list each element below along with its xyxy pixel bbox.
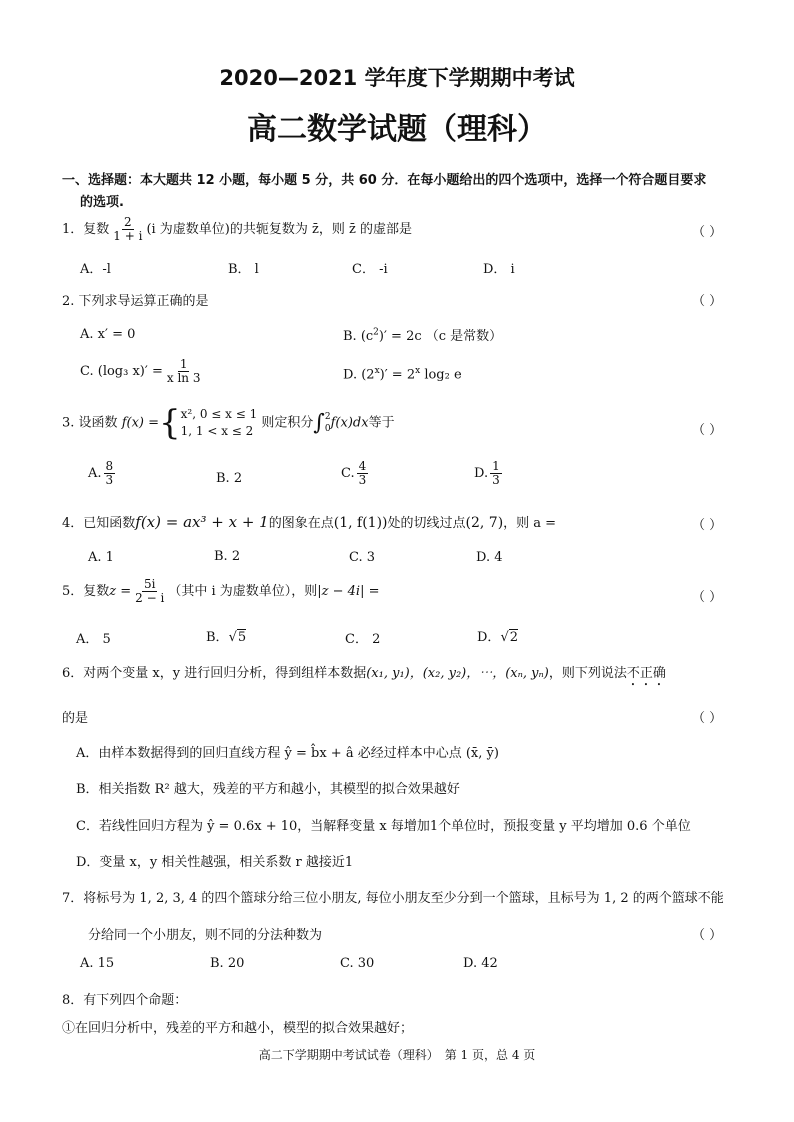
- q4-function: f(x) = ax³ + x + 1: [135, 513, 269, 531]
- q3-option-b: B. 2: [216, 471, 243, 486]
- q1-option-c: C． -i: [352, 262, 388, 277]
- q3-c-den: 3: [358, 473, 367, 487]
- q5-option-b: B．√5: [206, 630, 247, 645]
- q1-frac-num: 2: [124, 215, 132, 229]
- q3-case1: x², 0 ≤ x ≤ 1: [180, 407, 258, 421]
- q3-mid: 则定积分: [261, 415, 314, 431]
- q2-d-sup: x: [374, 366, 380, 376]
- q3-integrand: f(x)dx: [330, 415, 369, 431]
- q1-fraction: [111, 216, 144, 243]
- q4-option-b: B. 2: [214, 549, 241, 564]
- q2-c-pre: C. (log₃ x)′ =: [80, 364, 163, 379]
- q6-option-a: A．由样本数据得到的回归直线方程 ŷ = b̂x + â 必经过样本中心点 (x̄, ȳ): [76, 746, 499, 761]
- q7-option-b: B. 20: [210, 956, 245, 971]
- q4-option-d: D. 4: [476, 550, 503, 565]
- q2-c-num: 1: [179, 357, 188, 371]
- q2-d-tail: log₂ e: [420, 367, 462, 383]
- q3-cases: [181, 406, 258, 440]
- q6-option-d: D．变量 x，y 相关性越强，相关系数 r 越接近1: [76, 855, 354, 870]
- q3-option-a: [88, 460, 117, 487]
- q3-int-top: 2: [324, 412, 331, 422]
- q5-num: 5i: [143, 577, 156, 591]
- q6-option-b: B．相关指数 R² 越大，残差的平方和越小，其模型的拟合效果越好: [76, 782, 460, 797]
- q8-item1: ①在回归分析中，残差的平方和越小，模型的拟合效果越好；: [62, 1021, 414, 1036]
- q5-option-c: C． 2: [345, 632, 381, 647]
- q3-case2: 1, 1 < x ≤ 2: [180, 424, 254, 438]
- q7-stem-cont: 分给同一个小朋友，则不同的分法种数为: [88, 928, 323, 943]
- q1-frac-den: 1 + i: [113, 229, 143, 243]
- q6-stem: [62, 662, 666, 689]
- q3-a-den: 3: [105, 473, 114, 487]
- q3-post: 等于: [368, 415, 395, 431]
- section1-title-cont: 的选项.: [80, 195, 124, 210]
- q1-post: (i 为虚数单位)的共轭复数为 z̄，则 z̄ 的虚部是: [146, 222, 412, 237]
- q2-d-pre: D. (2: [343, 367, 375, 383]
- q2-c-fraction: [165, 358, 203, 385]
- q5-option-a: A． 5: [76, 632, 111, 647]
- q3-option-d: [474, 460, 504, 487]
- q3-brace: {: [159, 403, 181, 443]
- q2-c-den: x ln 3: [166, 371, 201, 385]
- q4-option-a: A. 1: [88, 550, 114, 565]
- section1-title: 一、选择题：本大题共 12 小题，每小题 5 分，共 60 分．在每小题给出的四个选项中，选择一个符合题目要求: [62, 173, 707, 188]
- exam-title-line2: 高二数学试题（理科）: [247, 112, 547, 147]
- q3-answer-paren: （ ）: [692, 423, 723, 438]
- q7-option-a: A. 15: [80, 956, 115, 971]
- q3-d-den: 3: [492, 473, 500, 487]
- q5-pre: 5．复数: [62, 584, 110, 599]
- q3-c-frac: [357, 460, 369, 487]
- q6-pre: 6．对两个变量 x，y 进行回归分析，得到组样本数据: [62, 666, 367, 681]
- q6-option-c: C．若线性回归方程为 ŷ = 0.6x + 10，当解释变量 x 每增加1个单位时，预报变量 y 平均增加 0.6 个单位: [76, 819, 691, 834]
- q3-int-bot: 0: [324, 424, 331, 434]
- q3-integral-sign: ∫: [313, 410, 325, 436]
- q6-stem-cont: 的是: [62, 711, 89, 726]
- q2-d-sup2: x: [415, 366, 421, 376]
- q1-option-b: B． l: [228, 262, 259, 277]
- q1-stem: [62, 216, 412, 243]
- q3-d-frac: [490, 460, 502, 487]
- q7-answer-paren: （ ）: [692, 928, 723, 943]
- q3-fx: f(x) =: [121, 415, 159, 431]
- q7-option-d: D. 42: [463, 956, 498, 971]
- q7-stem: 7．将标号为 1, 2, 3, 4 的四个篮球分给三位小朋友, 每位小朋友至少分到一个篮球，且标号为 1, 2 的两个篮球不能: [62, 891, 724, 906]
- q2-answer-paren: （ ）: [692, 294, 723, 309]
- q8-stem: 8．有下列四个命题：: [62, 993, 188, 1008]
- q3-stem: [62, 403, 395, 443]
- q7-option-c: C. 30: [340, 956, 375, 971]
- q1-pre: 1．复数: [62, 222, 110, 237]
- q3-c-label: C.: [341, 466, 355, 481]
- page-footer: 高二下学期期中考试试卷（理科） 第 1 页，总 4 页: [258, 1048, 536, 1062]
- q5-option-d: D．√2: [477, 630, 519, 645]
- q4-mid: 的图象在点: [268, 516, 334, 531]
- q6-samples: (x₁, y₁)，(x₂, y₂)，⋯，(xₙ, yₙ): [366, 666, 549, 681]
- q3-a-label: A.: [88, 466, 102, 481]
- q1-answer-paren: （ ）: [692, 225, 723, 240]
- q3-d-label: D.: [474, 466, 489, 481]
- q5-answer-paren: （ ）: [692, 590, 723, 605]
- q1-option-d: D． i: [483, 262, 515, 277]
- q4-point2: (2, 7): [465, 515, 504, 531]
- q4-stem: [62, 512, 556, 531]
- q3-a-num: 8: [105, 459, 114, 473]
- q2-b-pre: B. (c: [343, 329, 374, 344]
- q4-post: ，则 a =: [503, 516, 557, 531]
- q3-d-num: 1: [492, 459, 500, 473]
- q2-b-sup: 2: [373, 327, 379, 338]
- q3-option-c: [341, 460, 370, 487]
- q2-stem: 2. 下列求导运算正确的是: [62, 294, 209, 309]
- q5-fraction: [133, 578, 166, 605]
- q5-b-label: B．: [206, 630, 229, 645]
- q3-c-num: 4: [358, 459, 367, 473]
- q5-den: 2 − i: [135, 591, 165, 605]
- q2-option-c: [80, 358, 204, 385]
- q5-b-value: 5: [237, 630, 247, 645]
- q5-d-label: D．: [477, 630, 501, 645]
- q2-option-a: A. x′ = 0: [80, 327, 136, 342]
- q5-d-value: 2: [509, 630, 519, 645]
- q5-post: （其中 i 为虚数单位），则: [168, 584, 318, 599]
- q2-b-post: )′ = 2c （c 是常数）: [378, 329, 503, 344]
- q2-d-post: )′ = 2: [379, 367, 416, 383]
- q3-pre: 3. 设函数: [62, 415, 118, 431]
- q2-option-b: [343, 325, 502, 344]
- q2-option-d: [343, 366, 462, 382]
- q4-mid2: 处的切线过点: [387, 516, 466, 531]
- q4-point1: (1, f(1)): [333, 515, 388, 531]
- q6-post: ，则下列说法: [548, 666, 627, 681]
- q3-a-frac: [104, 460, 116, 487]
- q1-option-a: A．-l: [80, 262, 111, 277]
- q5-z: z =: [109, 584, 132, 599]
- q5-stem: [62, 578, 379, 605]
- q6-not-correct: 不正确: [626, 666, 666, 681]
- q5-abs: |z − 4i| =: [317, 584, 380, 599]
- q4-option-c: C. 3: [349, 550, 376, 565]
- exam-title-line1: 2020—2021 学年度下学期期中考试: [219, 66, 575, 90]
- q4-pre: 4．已知函数: [62, 516, 136, 531]
- q4-answer-paren: （ ）: [692, 518, 723, 533]
- q6-answer-paren: （ ）: [692, 711, 723, 726]
